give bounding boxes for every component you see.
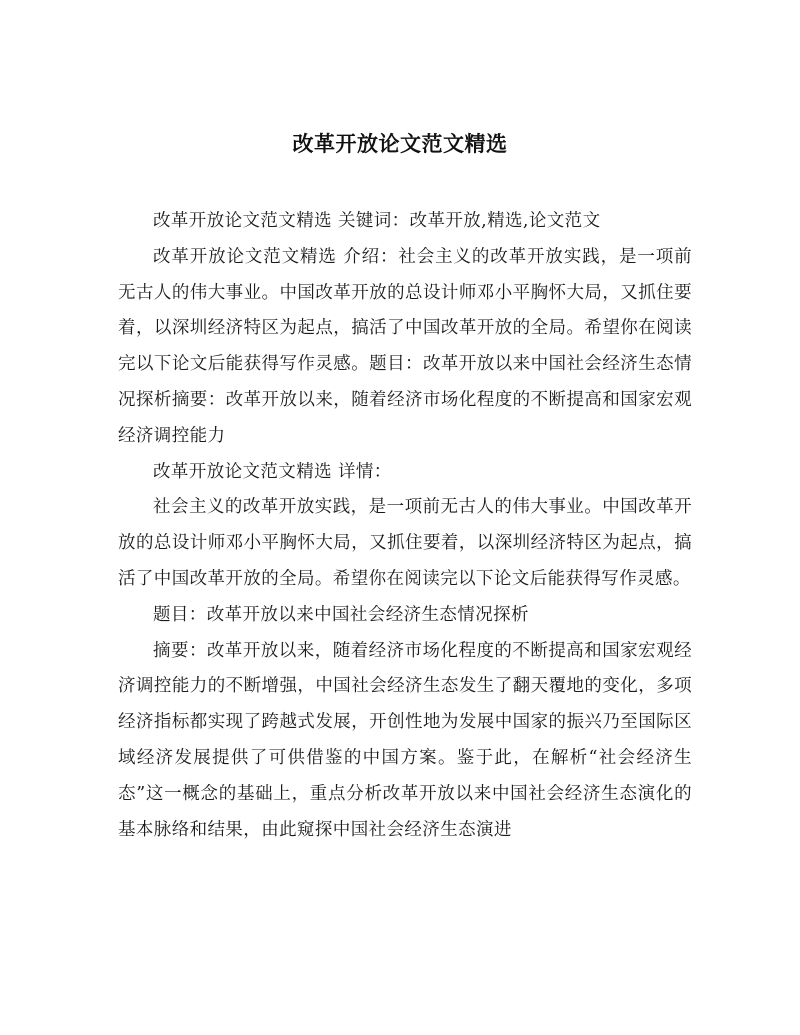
topic-paragraph: 题目：改革开放以来中国社会经济生态情况探析 [153, 604, 529, 625]
body-paragraph: 社会主义的改革开放实践，是一项前无古人的伟大事业。中国改革开放的总设计师邓小平胸怀大局，又抓住要着，以深圳经济特区为起点，搞活了中国改革开放的全局。希望你在阅读完以下论文后能获得写作灵感。 [118, 497, 692, 589]
keywords-paragraph: 改革开放论文范文精选 关键词：改革开放,精选,论文范文 [153, 211, 601, 231]
document-title: 改革开放论文范文精选 [292, 132, 508, 156]
document-body [118, 204, 692, 848]
abstract-paragraph: 摘要：改革开放以来，随着经济市场化程度的不断提高和国家宏观经济调控能力的不断增强，中国社会经济生态发生了翻天覆地的变化，多项经济指标都实现了跨越式发展，开创性地为发展中国家的振兴乃至国际区域经济发展提供了可供借鉴的中国方案。鉴于此，在解析“社会经济生态”这一概念的基础上，重点分析改革开放以来中国社会经济生态演化的基本脉络和结果，由此窥探中国社会经济生态演进 [118, 640, 692, 840]
intro-paragraph: 改革开放论文范文精选 介绍：社会主义的改革开放实践，是一项前无古人的伟大事业。中国改革开放的总设计师邓小平胸怀大局，又抓住要着，以深圳经济特区为起点，搞活了中国改革开放的全局。希望你在阅读完以下论文后能获得写作灵感。题目：改革开放以来中国社会经济生态情况探析摘要：改革开放以来，随着经济市场化程度的不断提高和国家宏观经济调控能力 [118, 246, 692, 446]
details-heading: 改革开放论文范文精选 详情： [153, 461, 392, 482]
